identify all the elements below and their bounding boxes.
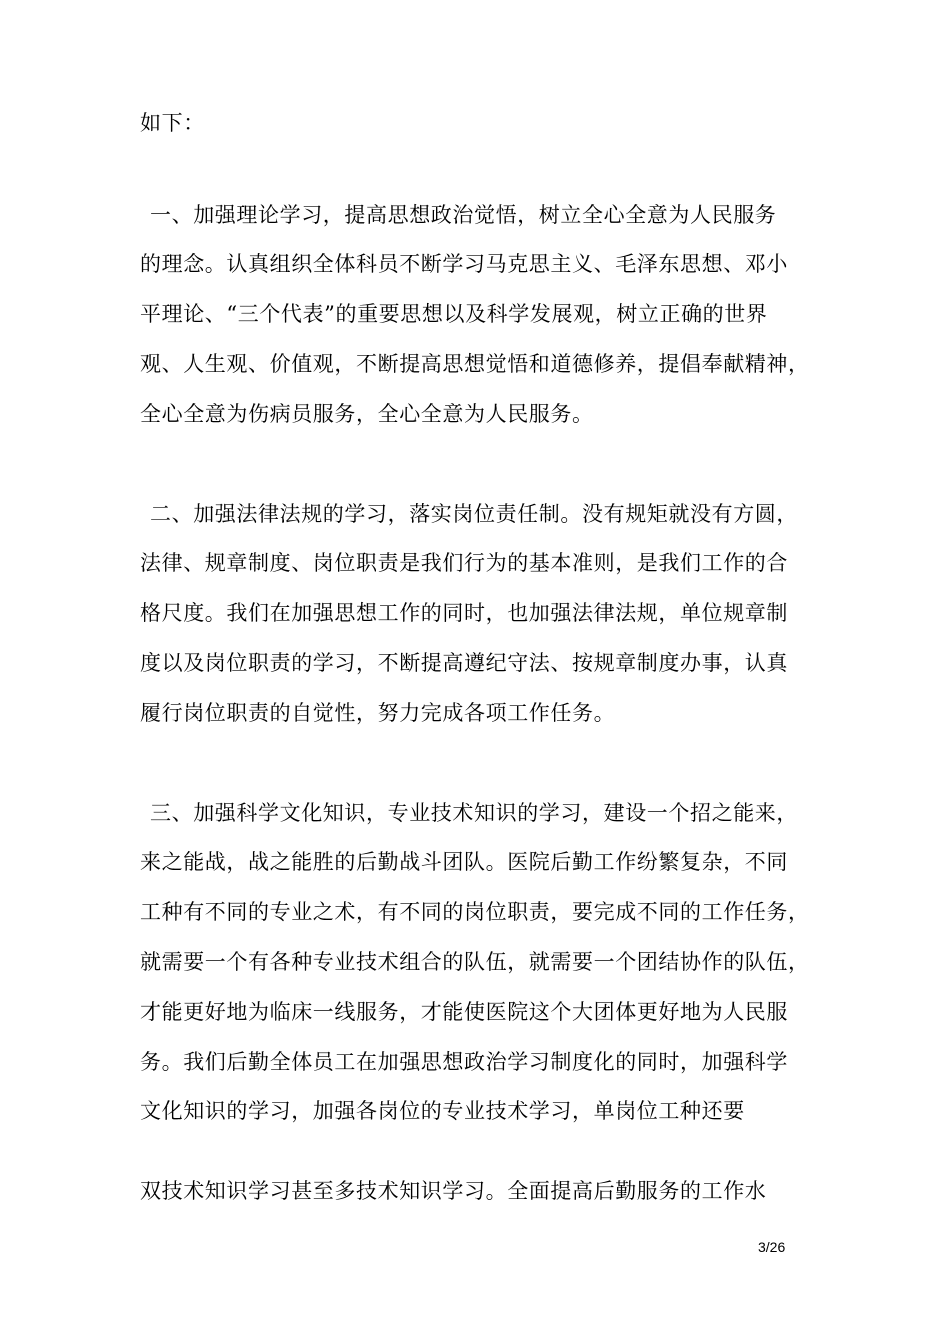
text-line: 度以及岗位职责的学习，不断提高遵纪守法、按规章制度办事，认真 — [140, 651, 788, 675]
text-line: 工种有不同的专业之术，有不同的岗位职责，要完成不同的工作任务， — [140, 900, 810, 924]
page-number: 3/26 — [758, 1239, 786, 1255]
text-line: 如下： — [140, 111, 205, 135]
text-line: 来之能战，战之能胜的后勤战斗团队。医院后勤工作纷繁复杂，不同 — [140, 850, 788, 874]
text-line: 全心全意为伤病员服务，全心全意为人民服务。 — [140, 402, 594, 426]
section-heading-1: 一、加强理论学习，提高思想政治觉悟，树立全心全意为人民服务 — [150, 203, 777, 227]
text-line: 双技术知识学习甚至多技术知识学习。全面提高后勤服务的工作水 — [140, 1179, 767, 1203]
text-line: 就需要一个有各种专业技术组合的队伍，就需要一个团结协作的队伍， — [140, 950, 810, 974]
section-heading-2: 二、加强法律法规的学习，落实岗位责任制。没有规矩就没有方圆， — [150, 502, 798, 526]
text-line: 务。我们后勤全体员工在加强思想政治学习制度化的同时，加强科学 — [140, 1050, 788, 1074]
text-line: 平理论、“三个代表”的重要思想以及科学发展观，树立正确的世界 — [140, 302, 768, 326]
text-line: 文化知识的学习，加强各岗位的专业技术学习，单岗位工种还要 — [140, 1099, 745, 1123]
text-line: 法律、规章制度、岗位职责是我们行为的基本准则，是我们工作的合 — [140, 551, 788, 575]
text-line: 才能更好地为临床一线服务，才能使医院这个大团体更好地为人民服 — [140, 1000, 788, 1024]
section-heading-3: 三、加强科学文化知识，专业技术知识的学习，建设一个招之能来， — [150, 801, 798, 825]
text-line: 的理念。认真组织全体科员不断学习马克思主义、毛泽东思想、邓小 — [140, 252, 788, 276]
text-line: 履行岗位职责的自觉性，努力完成各项工作任务。 — [140, 701, 616, 725]
text-line: 观、人生观、价值观，不断提高思想觉悟和道德修养，提倡奉献精神， — [140, 352, 810, 376]
text-line: 格尺度。我们在加强思想工作的同时，也加强法律法规，单位规章制 — [140, 601, 788, 625]
